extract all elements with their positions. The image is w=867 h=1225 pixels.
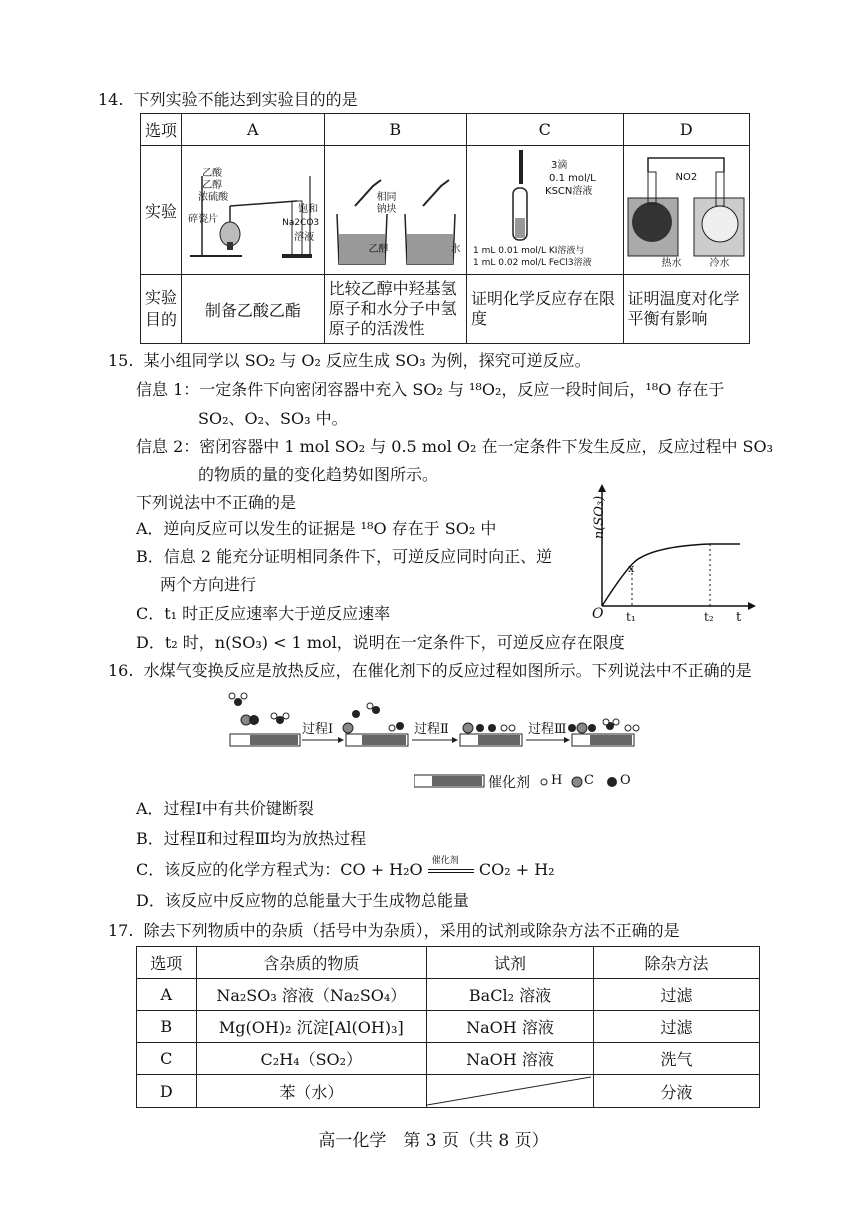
q14-row-purpose-label — [141, 275, 182, 344]
q17-stem: 17. 除去下列物质中的杂质（括号中为杂质），采用的试剂或除杂方法不正确的是 — [108, 921, 680, 940]
q17-cell: A — [137, 979, 197, 1011]
q15-ask: 下列说法中不正确的是 — [136, 493, 297, 512]
q17-cell: C₂H₄（SO₂） — [196, 1043, 426, 1075]
q15-info2-a: 信息 2：密闭容器中 1 mol SO₂ 与 0.5 mol O₂ 在一定条件下发生反应，反应过程中 SO₃ — [136, 437, 774, 456]
q17-cell: 过滤 — [593, 1011, 759, 1043]
q17-cell: 过滤 — [593, 979, 759, 1011]
q14-figure-c — [467, 146, 623, 275]
q17-table — [136, 946, 760, 1108]
q16-step-1: 过程Ⅰ — [302, 722, 334, 737]
q14-purpose-c: 证明化学反应存在限度 — [467, 275, 623, 344]
q14-figure-a — [182, 146, 324, 275]
q15-info1-a: 信息 1：一定条件下向密闭容器中充入 SO₂ 与 ¹⁸O₂，反应一段时间后，¹⁸O 存在于 — [136, 380, 725, 399]
q17-header-method: 除杂方法 — [593, 947, 759, 979]
q15-graph-ylabel: n(SO₃) — [592, 495, 608, 540]
q15-option-b: B．信息 2 能充分证明相同条件下，可逆反应同时向正、逆 — [136, 547, 553, 566]
q14-c-top-1: 3滴 — [551, 160, 568, 171]
q14-figure-b — [324, 146, 466, 275]
q15-graph-t2: t₂ — [704, 610, 714, 624]
diagonal-line — [427, 1075, 591, 1107]
q14-a-right-1: 饱和 — [298, 204, 319, 215]
q14-header-option: 选项 — [141, 114, 182, 146]
q14-d-gas: NO2 — [675, 172, 698, 183]
q17-cell: Mg(OH)₂ 沉淀[Al(OH)₃] — [196, 1011, 426, 1043]
q14-a-stone: 碎瓷片 — [188, 214, 219, 225]
legend-catalyst: 催化剂 — [488, 775, 530, 791]
q14-d-hot: 热水 — [661, 258, 682, 269]
q17-cell: BaCl₂ 溶液 — [427, 979, 594, 1011]
q17-cell: NaOH 溶液 — [427, 1011, 594, 1043]
q17-cell-empty — [427, 1075, 594, 1108]
q17-header-option: 选项 — [137, 947, 197, 979]
q15-option-a: A．逆向反应可以发生的证据是 ¹⁸O 存在于 SO₂ 中 — [136, 519, 497, 538]
q16-stem: 16. 水煤气变换反应是放热反应，在催化剂下的反应过程如图所示。下列说法中不正确的是 — [108, 661, 752, 680]
q14-purpose-label-line-2: 目的 — [145, 310, 178, 329]
q16-option-a: A．过程Ⅰ中有共价键断裂 — [136, 799, 314, 818]
svg-text:x: x — [628, 562, 635, 575]
q15-graph-t: t — [736, 610, 742, 625]
q14-b-label-2: 钠块 — [376, 204, 397, 215]
q17-cell: C — [137, 1043, 197, 1075]
q16-legend — [414, 772, 674, 792]
q17-cell: NaOH 溶液 — [427, 1043, 594, 1075]
q15-stem: 15. 某小组同学以 SO₂ 与 O₂ 反应生成 SO₃ 为例，探究可逆反应。 — [108, 351, 591, 370]
q14-c-bottom-2: 1 mL 0.02 mol/L FeCl3溶液 — [473, 258, 592, 268]
table-row — [137, 1075, 760, 1108]
q14-a-reagent-1: 乙酸 — [202, 168, 223, 179]
q16-option-c-text: C．该反应的化学方程式为：CO + H₂O — [136, 860, 423, 879]
q16-option-d: D．该反应中反应物的总能量大于生成物总能量 — [136, 891, 469, 910]
q14-a-reagent-3: 浓硫酸 — [198, 192, 229, 203]
q14-stem: 14. 下列实验不能达到实验目的的是 — [98, 90, 358, 109]
table-row — [137, 1011, 760, 1043]
equation-line-1 — [428, 869, 474, 870]
q15-option-d: D．t₂ 时，n(SO₃) < 1 mol，说明在一定条件下，可逆反应存在限度 — [136, 633, 625, 652]
q14-c-top-3: KSCN溶液 — [545, 186, 593, 197]
q14-header-d: D — [623, 114, 750, 146]
page-footer: 高一化学 第 3 页（共 8 页） — [318, 1131, 549, 1151]
q14-a-reagent-2: 乙醇 — [202, 180, 223, 191]
q15-info1-b: SO₂、O₂、SO₃ 中。 — [198, 409, 348, 428]
q17-cell: B — [137, 1011, 197, 1043]
q14-c-top-2: 0.1 mol/L — [549, 173, 596, 184]
q14-b-label-1: 相同 — [376, 192, 397, 203]
q16-step-2: 过程Ⅱ — [414, 722, 449, 737]
q14-figure-d — [623, 146, 750, 275]
q15-option-b-cont: 两个方向进行 — [160, 575, 257, 594]
q16-reaction-diagram — [228, 684, 658, 754]
q14-row-experiment-label: 实验 — [141, 146, 182, 275]
q14-d-cold: 冷水 — [709, 258, 730, 269]
table-row — [137, 979, 760, 1011]
no2-flasks-icon — [624, 146, 748, 274]
q15-graph — [580, 482, 760, 632]
legend-icons — [414, 772, 674, 792]
q14-b-right: 水 — [450, 244, 461, 255]
q16-option-c — [136, 857, 555, 880]
q14-table — [140, 113, 750, 344]
q14-c-bottom-1: 1 mL 0.01 mol/L KI溶液与 — [473, 246, 585, 256]
q17-cell: D — [137, 1075, 197, 1108]
q17-cell: Na₂SO₃ 溶液（Na₂SO₄） — [196, 979, 426, 1011]
q14-purpose-a: 制备乙酸乙酯 — [182, 275, 324, 344]
q14-header-c: C — [467, 114, 623, 146]
legend-c: C — [584, 773, 594, 788]
q15-graph-origin: O — [592, 606, 604, 622]
q14-a-right-3: 溶液 — [294, 232, 315, 243]
q14-a-right-2: Na2CO3 — [282, 218, 320, 228]
q14-header-b: B — [324, 114, 466, 146]
equation-arrow — [428, 855, 474, 879]
q15-info2-b: 的物质的量的变化趋势如图所示。 — [198, 465, 439, 484]
q17-header-substance: 含杂质的物质 — [196, 947, 426, 979]
table-row — [137, 1043, 760, 1075]
q17-cell: 分液 — [593, 1075, 759, 1108]
q17-cell: 洗气 — [593, 1043, 759, 1075]
q16-option-c-rhs: CO₂ + H₂ — [478, 860, 555, 879]
q14-header-a: A — [182, 114, 324, 146]
q17-cell: 苯（水） — [196, 1075, 426, 1108]
q15-option-c: C．t₁ 时正反应速率大于逆反应速率 — [136, 604, 391, 623]
q14-purpose-label-line-1: 实验 — [145, 288, 178, 307]
q14-purpose-d: 证明温度对化学平衡有影响 — [623, 275, 750, 344]
equation-condition: 催化剂 — [431, 855, 459, 866]
q14-purpose-b: 比较乙醇中羟基氢原子和水分子中氢原子的活泼性 — [324, 275, 466, 344]
legend-h: H — [551, 773, 563, 788]
q16-option-b: B．过程Ⅱ和过程Ⅲ均为放热过程 — [136, 829, 367, 848]
q16-step-3: 过程Ⅲ — [528, 722, 567, 737]
q17-header-reagent: 试剂 — [427, 947, 594, 979]
legend-o: O — [620, 773, 631, 788]
equation-line-2 — [428, 872, 474, 873]
q15-graph-t1: t₁ — [626, 610, 636, 624]
q14-b-left: 乙醇 — [368, 244, 389, 255]
